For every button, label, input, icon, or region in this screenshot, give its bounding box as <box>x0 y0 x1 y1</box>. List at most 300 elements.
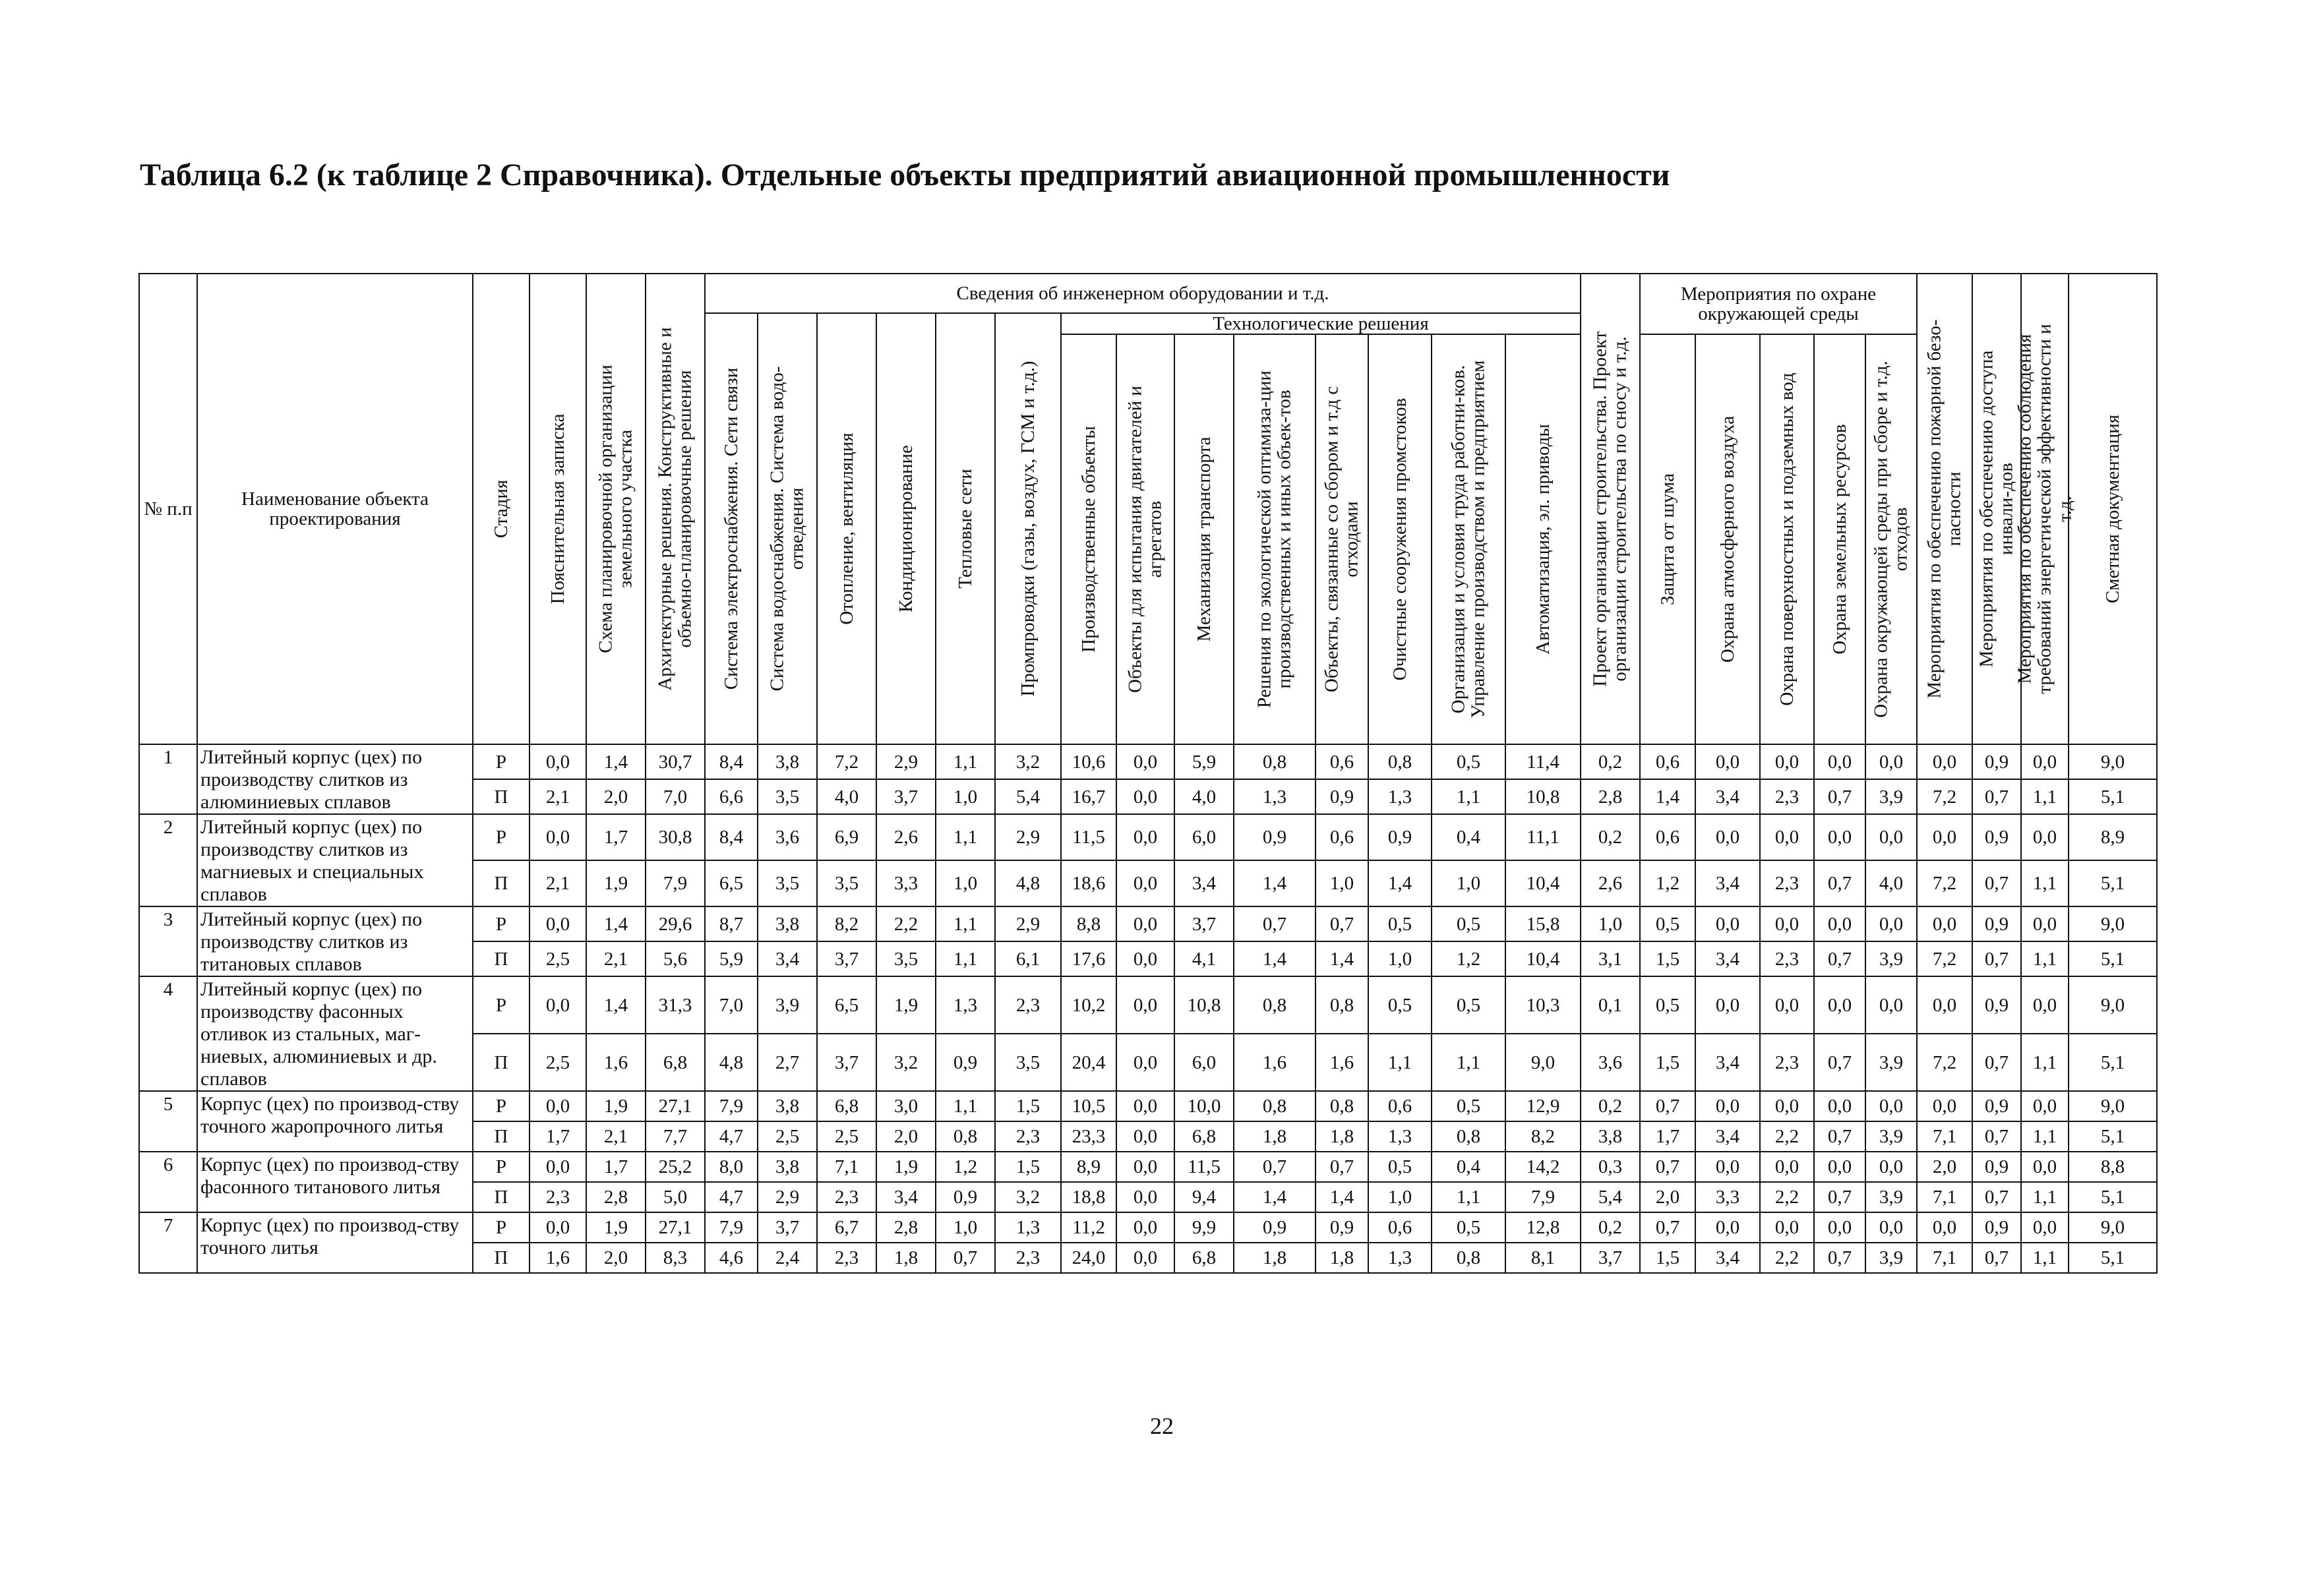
value-cell: 0,0 <box>1116 1243 1174 1273</box>
value-cell: 1,1 <box>2021 941 2069 976</box>
value-cell: 5,1 <box>2069 1182 2157 1212</box>
value-cell: 5,4 <box>1581 1182 1640 1212</box>
value-cell: 1,2 <box>936 1152 995 1182</box>
value-cell: 1,1 <box>936 941 995 976</box>
value-cell: 3,7 <box>876 779 936 814</box>
value-cell: 17,6 <box>1061 941 1116 976</box>
value-cell: 0,6 <box>1368 1091 1432 1121</box>
value-cell: 3,3 <box>876 860 936 906</box>
col-header-14 <box>1368 334 1432 744</box>
value-cell: 1,9 <box>586 1212 646 1243</box>
value-cell: 0,0 <box>1116 906 1174 941</box>
value-cell: 0,0 <box>1116 1182 1174 1212</box>
value-cell: 0,0 <box>1760 1091 1814 1121</box>
value-cell: 1,7 <box>1640 1121 1695 1152</box>
value-cell: 8,3 <box>646 1243 705 1273</box>
value-cell: 0,0 <box>1116 1152 1174 1182</box>
col-header-23 <box>1917 274 1972 744</box>
value-cell: 2,3 <box>1760 779 1814 814</box>
value-cell: 0,7 <box>1814 1121 1865 1152</box>
value-cell: 0,0 <box>2021 1212 2069 1243</box>
col-header-7 <box>936 313 995 744</box>
value-cell: 7,9 <box>646 860 705 906</box>
stage-cell: П <box>473 941 529 976</box>
col-header-5-text: Отопление, вентиляция <box>835 432 857 625</box>
value-cell: 0,7 <box>1315 906 1368 941</box>
value-cell: 9,0 <box>2069 906 2157 941</box>
value-cell: 6,1 <box>995 941 1061 976</box>
value-cell: 0,7 <box>1640 1091 1695 1121</box>
value-cell: 0,8 <box>1315 976 1368 1034</box>
value-cell: 1,7 <box>586 814 646 860</box>
col-header-13-text: Объекты, связанные со сбором и т.д с отходами <box>1321 386 1362 693</box>
value-cell: 2,2 <box>876 906 936 941</box>
value-cell: 1,5 <box>1640 1243 1695 1273</box>
value-cell: 2,5 <box>817 1121 876 1152</box>
value-cell: 7,2 <box>1917 941 1972 976</box>
col-header-7-text: Тепловые сети <box>954 469 976 589</box>
value-cell: 0,7 <box>1814 1034 1865 1091</box>
value-cell: 3,5 <box>758 779 817 814</box>
value-cell: 1,4 <box>1234 941 1315 976</box>
value-cell: 3,8 <box>758 1152 817 1182</box>
page-title: Таблица 6.2 (к таблице 2 Справочника). Отдельные объекты предприятий авиационной промышленности <box>140 158 1670 192</box>
value-cell: 0,9 <box>1315 1212 1368 1243</box>
value-cell: 2,1 <box>586 1121 646 1152</box>
value-cell: 3,5 <box>758 860 817 906</box>
value-cell: 1,4 <box>1234 860 1315 906</box>
value-cell: 2,9 <box>995 814 1061 860</box>
value-cell: 6,8 <box>646 1034 705 1091</box>
col-header-16-text: Автоматизация, эл. приводы <box>1532 424 1554 655</box>
table-row <box>139 1152 2157 1182</box>
col-header-3-text: Система электроснабжения. Сети связи <box>720 367 742 690</box>
value-cell: 0,0 <box>1760 1152 1814 1182</box>
col-header-8-text: Промпроводки (газы, воздух, ГСМ и т.д.) <box>1017 361 1039 697</box>
value-cell: 0,6 <box>1640 744 1695 779</box>
value-cell: 6,0 <box>1174 1034 1234 1091</box>
value-cell: 3,2 <box>876 1034 936 1091</box>
col-header-0 <box>529 274 586 744</box>
value-cell: 2,3 <box>995 976 1061 1034</box>
value-cell: 3,7 <box>1174 906 1234 941</box>
stage-cell: Р <box>473 744 529 779</box>
value-cell: 0,2 <box>1581 744 1640 779</box>
value-cell: 0,4 <box>1432 1152 1505 1182</box>
value-cell: 0,0 <box>1814 906 1865 941</box>
col-header-25 <box>2014 274 2076 744</box>
value-cell: 2,3 <box>817 1243 876 1273</box>
value-cell: 1,0 <box>936 779 995 814</box>
value-cell: 7,0 <box>705 976 758 1034</box>
value-cell: 1,4 <box>586 744 646 779</box>
value-cell: 8,2 <box>1505 1121 1581 1152</box>
value-cell: 0,0 <box>1814 1212 1865 1243</box>
value-cell: 3,6 <box>1581 1034 1640 1091</box>
object-name: Литейный корпус (цех) по производству слитков из титановых сплавов <box>197 906 473 976</box>
value-cell: 1,4 <box>1234 1182 1315 1212</box>
value-cell: 3,5 <box>876 941 936 976</box>
value-cell: 0,0 <box>529 1152 586 1182</box>
value-cell: 0,9 <box>1972 1091 2021 1121</box>
value-cell: 0,0 <box>2021 744 2069 779</box>
value-cell: 0,0 <box>1917 744 1972 779</box>
value-cell: 0,0 <box>1917 976 1972 1034</box>
value-cell: 3,4 <box>1695 860 1760 906</box>
value-cell: 27,1 <box>646 1091 705 1121</box>
stage-cell: П <box>473 860 529 906</box>
value-cell: 9,0 <box>2069 976 2157 1034</box>
value-cell: 1,4 <box>1315 941 1368 976</box>
value-cell: 1,1 <box>936 744 995 779</box>
value-cell: 0,0 <box>1695 1152 1760 1182</box>
object-name: Корпус (цех) по производ-ству точного жаропрочного литья <box>197 1091 473 1152</box>
value-cell: 0,5 <box>1432 744 1505 779</box>
value-cell: 0,0 <box>1865 1212 1917 1243</box>
value-cell: 0,0 <box>1865 814 1917 860</box>
object-name: Корпус (цех) по производ-ству фасонного титанового литья <box>197 1152 473 1212</box>
value-cell: 1,6 <box>1315 1034 1368 1091</box>
value-cell: 2,6 <box>876 814 936 860</box>
value-cell: 0,2 <box>1581 1091 1640 1121</box>
value-cell: 0,0 <box>1917 1091 1972 1121</box>
value-cell: 1,2 <box>1640 860 1695 906</box>
value-cell: 8,4 <box>705 744 758 779</box>
value-cell: 9,0 <box>2069 744 2157 779</box>
value-cell: 1,0 <box>936 1212 995 1243</box>
value-cell: 0,0 <box>529 1212 586 1243</box>
value-cell: 0,0 <box>2021 1152 2069 1182</box>
value-cell: 2,5 <box>529 941 586 976</box>
value-cell: 1,5 <box>995 1152 1061 1182</box>
value-cell: 0,7 <box>1814 941 1865 976</box>
value-cell: 2,9 <box>876 744 936 779</box>
value-cell: 2,5 <box>758 1121 817 1152</box>
value-cell: 0,0 <box>1814 814 1865 860</box>
value-cell: 6,0 <box>1174 814 1234 860</box>
value-cell: 0,9 <box>1972 814 2021 860</box>
value-cell: 0,0 <box>1865 744 1917 779</box>
value-cell: 0,0 <box>1116 860 1174 906</box>
data-table-container <box>138 273 2158 1274</box>
group-header-engineering: Сведения об инженерном оборудовании и т.д. <box>705 274 1581 313</box>
value-cell: 1,3 <box>1368 779 1432 814</box>
value-cell: 1,1 <box>2021 1243 2069 1273</box>
value-cell: 8,2 <box>817 906 876 941</box>
data-table <box>138 273 2158 1274</box>
value-cell: 2,6 <box>1581 860 1640 906</box>
value-cell: 2,0 <box>586 1243 646 1273</box>
value-cell: 1,1 <box>1432 1182 1505 1212</box>
value-cell: 3,1 <box>1581 941 1640 976</box>
value-cell: 0,5 <box>1368 1152 1432 1182</box>
value-cell: 0,7 <box>1234 906 1315 941</box>
value-cell: 11,1 <box>1505 814 1581 860</box>
stage-cell: Р <box>473 976 529 1034</box>
col-header-21-text: Охрана земельных ресурсов <box>1829 424 1850 655</box>
value-cell: 0,5 <box>1432 1212 1505 1243</box>
value-cell: 7,9 <box>705 1091 758 1121</box>
value-cell: 4,6 <box>705 1243 758 1273</box>
value-cell: 0,0 <box>1865 1152 1917 1182</box>
value-cell: 0,8 <box>1234 976 1315 1034</box>
stage-cell: Р <box>473 1091 529 1121</box>
value-cell: 1,8 <box>1315 1243 1368 1273</box>
col-header-15 <box>1432 334 1505 744</box>
value-cell: 8,4 <box>705 814 758 860</box>
value-cell: 0,0 <box>1695 744 1760 779</box>
value-cell: 1,4 <box>586 976 646 1034</box>
value-cell: 1,2 <box>1432 941 1505 976</box>
value-cell: 2,3 <box>1760 1034 1814 1091</box>
value-cell: 0,0 <box>1814 1152 1865 1182</box>
value-cell: 0,1 <box>1581 976 1640 1034</box>
value-cell: 0,0 <box>1814 976 1865 1034</box>
value-cell: 1,4 <box>586 906 646 941</box>
value-cell: 4,7 <box>705 1182 758 1212</box>
value-cell: 0,7 <box>1972 1243 2021 1273</box>
value-cell: 9,9 <box>1174 1212 1234 1243</box>
col-header-19 <box>1695 334 1760 744</box>
value-cell: 0,9 <box>1234 814 1315 860</box>
col-header-16 <box>1505 334 1581 744</box>
stage-cell: Р <box>473 906 529 941</box>
col-header-10 <box>1116 334 1174 744</box>
col-header-stage <box>473 274 529 744</box>
value-cell: 1,1 <box>936 906 995 941</box>
col-header-1-text: Схема планировочной организации земельного участка <box>595 365 636 653</box>
value-cell: 10,4 <box>1505 860 1581 906</box>
value-cell: 3,2 <box>995 1182 1061 1212</box>
value-cell: 3,8 <box>758 906 817 941</box>
col-header-num: № п.п <box>139 274 197 744</box>
table-row <box>139 1091 2157 1121</box>
value-cell: 30,7 <box>646 744 705 779</box>
value-cell: 0,9 <box>1234 1212 1315 1243</box>
value-cell: 0,5 <box>1368 976 1432 1034</box>
value-cell: 24,0 <box>1061 1243 1116 1273</box>
value-cell: 2,3 <box>817 1182 876 1212</box>
col-header-18-text: Защита от шума <box>1656 473 1678 606</box>
value-cell: 10,6 <box>1061 744 1116 779</box>
value-cell: 0,3 <box>1581 1152 1640 1182</box>
stage-cell: Р <box>473 814 529 860</box>
col-header-2 <box>646 274 705 744</box>
col-header-15-text: Организация и условия труда работни-ков. Управление производством и предприятием <box>1447 360 1489 719</box>
value-cell: 4,0 <box>1865 860 1917 906</box>
value-cell: 5,1 <box>2069 1034 2157 1091</box>
value-cell: 0,5 <box>1432 1091 1505 1121</box>
col-header-11 <box>1174 334 1234 744</box>
value-cell: 3,8 <box>1581 1121 1640 1152</box>
value-cell: 0,0 <box>2021 814 2069 860</box>
value-cell: 3,2 <box>995 744 1061 779</box>
value-cell: 5,1 <box>2069 1121 2157 1152</box>
value-cell: 0,2 <box>1581 1212 1640 1243</box>
value-cell: 1,4 <box>1640 779 1695 814</box>
value-cell: 0,7 <box>1972 779 2021 814</box>
col-header-6-text: Кондиционирование <box>895 445 917 613</box>
value-cell: 0,2 <box>1581 814 1640 860</box>
col-header-9-text: Производственные объекты <box>1077 426 1099 653</box>
value-cell: 2,3 <box>529 1182 586 1212</box>
value-cell: 1,5 <box>1640 1034 1695 1091</box>
value-cell: 0,0 <box>2021 906 2069 941</box>
col-header-13 <box>1315 334 1368 744</box>
value-cell: 8,7 <box>705 906 758 941</box>
value-cell: 5,4 <box>995 779 1061 814</box>
value-cell: 3,4 <box>1695 941 1760 976</box>
value-cell: 0,0 <box>1116 976 1174 1034</box>
value-cell: 0,7 <box>1814 1243 1865 1273</box>
value-cell: 16,7 <box>1061 779 1116 814</box>
value-cell: 3,9 <box>1865 941 1917 976</box>
value-cell: 0,0 <box>529 976 586 1034</box>
value-cell: 25,2 <box>646 1152 705 1182</box>
col-header-20-text: Охрана поверхностных и подземных вод <box>1776 372 1798 707</box>
row-number: 1 <box>139 744 197 814</box>
value-cell: 0,0 <box>1116 941 1174 976</box>
value-cell: 0,9 <box>1972 1152 2021 1182</box>
value-cell: 0,7 <box>1972 1034 2021 1091</box>
value-cell: 0,0 <box>1116 1034 1174 1091</box>
value-cell: 0,5 <box>1432 976 1505 1034</box>
value-cell: 1,1 <box>2021 779 2069 814</box>
value-cell: 7,9 <box>1505 1182 1581 1212</box>
group-header-tech: Технологические решения <box>1061 313 1581 334</box>
value-cell: 3,4 <box>1174 860 1234 906</box>
row-number: 3 <box>139 906 197 976</box>
col-header-11-text: Механизация транспорта <box>1193 437 1215 642</box>
value-cell: 2,2 <box>1760 1243 1814 1273</box>
value-cell: 1,1 <box>2021 1121 2069 1152</box>
value-cell: 0,9 <box>1972 744 2021 779</box>
value-cell: 0,7 <box>1234 1152 1315 1182</box>
object-name: Литейный корпус (цех) по производству слитков из магниевых и специальных сплавов <box>197 814 473 906</box>
value-cell: 0,0 <box>1865 906 1917 941</box>
value-cell: 1,0 <box>1315 860 1368 906</box>
stage-cell: Р <box>473 1212 529 1243</box>
value-cell: 9,0 <box>2069 1091 2157 1121</box>
value-cell: 0,0 <box>1760 906 1814 941</box>
value-cell: 4,8 <box>705 1034 758 1091</box>
value-cell: 3,4 <box>758 941 817 976</box>
value-cell: 1,6 <box>529 1243 586 1273</box>
value-cell: 1,3 <box>1368 1121 1432 1152</box>
value-cell: 2,1 <box>529 779 586 814</box>
value-cell: 18,8 <box>1061 1182 1116 1212</box>
value-cell: 0,0 <box>1865 976 1917 1034</box>
value-cell: 1,6 <box>1234 1034 1315 1091</box>
value-cell: 2,1 <box>529 860 586 906</box>
value-cell: 1,8 <box>1234 1121 1315 1152</box>
value-cell: 6,8 <box>1174 1121 1234 1152</box>
value-cell: 3,7 <box>1581 1243 1640 1273</box>
value-cell: 0,0 <box>529 744 586 779</box>
value-cell: 2,8 <box>876 1212 936 1243</box>
col-header-24-text: Мероприятия по обеспечению доступа инвали-дов <box>1976 350 2017 668</box>
value-cell: 3,9 <box>758 976 817 1034</box>
value-cell: 10,8 <box>1174 976 1234 1034</box>
value-cell: 6,9 <box>817 814 876 860</box>
value-cell: 1,1 <box>1432 1034 1505 1091</box>
value-cell: 6,8 <box>817 1091 876 1121</box>
value-cell: 3,9 <box>1865 1121 1917 1152</box>
value-cell: 1,4 <box>1315 1182 1368 1212</box>
value-cell: 2,8 <box>586 1182 646 1212</box>
value-cell: 0,0 <box>2021 1091 2069 1121</box>
value-cell: 0,8 <box>1234 744 1315 779</box>
col-header-26 <box>2069 274 2157 744</box>
value-cell: 8,1 <box>1505 1243 1581 1273</box>
value-cell: 0,0 <box>1695 814 1760 860</box>
value-cell: 10,8 <box>1505 779 1581 814</box>
value-cell: 9,0 <box>1505 1034 1581 1091</box>
col-header-2-text: Архитектурные решения. Конструктивные и объемно-планировочные решения <box>654 327 696 691</box>
value-cell: 1,8 <box>1315 1121 1368 1152</box>
col-header-21 <box>1814 334 1865 744</box>
value-cell: 0,6 <box>1315 744 1368 779</box>
value-cell: 3,8 <box>758 1091 817 1121</box>
value-cell: 7,2 <box>1917 1034 1972 1091</box>
value-cell: 0,8 <box>936 1121 995 1152</box>
col-header-22-text: Охрана окружающей среды при сборе и т.д. отходов <box>1870 361 1912 719</box>
value-cell: 0,7 <box>1315 1152 1368 1182</box>
value-cell: 31,3 <box>646 976 705 1034</box>
value-cell: 3,9 <box>1865 1182 1917 1212</box>
table-row <box>139 976 2157 1034</box>
value-cell: 1,1 <box>936 814 995 860</box>
value-cell: 0,5 <box>1368 906 1432 941</box>
value-cell: 0,6 <box>1368 1212 1432 1243</box>
value-cell: 0,0 <box>1917 814 1972 860</box>
value-cell: 0,0 <box>1760 1212 1814 1243</box>
row-number: 7 <box>139 1212 197 1273</box>
value-cell: 0,0 <box>1116 1121 1174 1152</box>
value-cell: 0,7 <box>936 1243 995 1273</box>
value-cell: 0,8 <box>1368 744 1432 779</box>
value-cell: 10,5 <box>1061 1091 1116 1121</box>
value-cell: 1,5 <box>1640 941 1695 976</box>
value-cell: 0,0 <box>1695 976 1760 1034</box>
value-cell: 7,1 <box>1917 1121 1972 1152</box>
value-cell: 1,6 <box>586 1034 646 1091</box>
value-cell: 1,3 <box>1368 1243 1432 1273</box>
value-cell: 0,0 <box>1116 779 1174 814</box>
value-cell: 0,6 <box>1315 814 1368 860</box>
value-cell: 2,0 <box>876 1121 936 1152</box>
table-row <box>139 814 2157 860</box>
stage-cell: П <box>473 1182 529 1212</box>
value-cell: 1,3 <box>936 976 995 1034</box>
value-cell: 10,4 <box>1505 941 1581 976</box>
value-cell: 5,1 <box>2069 779 2157 814</box>
value-cell: 6,8 <box>1174 1243 1234 1273</box>
value-cell: 0,0 <box>1116 1212 1174 1243</box>
col-header-stage-text: Стадия <box>490 479 512 539</box>
value-cell: 5,0 <box>646 1182 705 1212</box>
value-cell: 2,0 <box>1640 1182 1695 1212</box>
value-cell: 0,7 <box>1814 1182 1865 1212</box>
value-cell: 3,9 <box>1865 1243 1917 1273</box>
value-cell: 1,5 <box>995 1091 1061 1121</box>
value-cell: 1,0 <box>1368 941 1432 976</box>
value-cell: 12,9 <box>1505 1091 1581 1121</box>
value-cell: 9,4 <box>1174 1182 1234 1212</box>
value-cell: 10,3 <box>1505 976 1581 1034</box>
value-cell: 1,3 <box>995 1212 1061 1243</box>
value-cell: 1,1 <box>1368 1034 1432 1091</box>
